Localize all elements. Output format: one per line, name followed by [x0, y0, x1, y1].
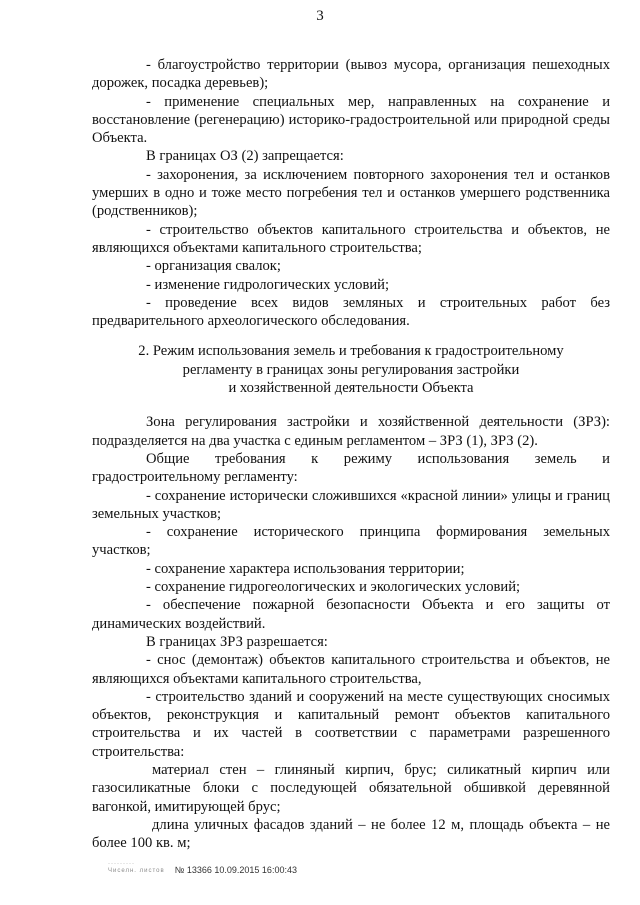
- paragraph-heading: В границах ЗРЗ разрешается:: [146, 633, 328, 650]
- registration-number: № 13366 10.09.2015 16:00:43: [174, 865, 297, 875]
- list-item: - захоронения, за исключением повторного захоронения тел и останков умерших в одно и тоже место погребения тел и останков умершего родственника (родственников);: [92, 166, 610, 220]
- list-item: - строительство объектов капитального строительства и объектов, не являющихся объектами капитального строительства;: [92, 221, 610, 256]
- paragraph: Общие требования к режиму использования земель и градостроительному регламенту:: [92, 450, 610, 486]
- list-item: - благоустройство территории (вывоз мусора, организация пешеходных дорожек, посадка деревьев);: [92, 57, 610, 92]
- list-item: - сохранение характера использования территории;: [146, 560, 465, 577]
- list-item: - сохранение исторически сложившихся «красной линии» улицы и границ земельных участков;: [92, 487, 610, 522]
- list-item: - проведение всех видов земляных и строительных работ без предварительного археологического обследования.: [92, 294, 610, 330]
- footer: [108, 861, 297, 875]
- section-heading-line: и хозяйственной деятельности Объекта: [228, 380, 474, 397]
- paragraph: длина уличных фасадов зданий – не более 12 м, площадь объекта – не более 100 кв. м;: [92, 816, 610, 852]
- list-item: - сохранение исторического принципа формирования земельных участков;: [92, 524, 610, 559]
- page-number: 3: [316, 8, 324, 24]
- list-item: - организация свалок;: [146, 258, 281, 275]
- list-item: - применение специальных мер, направленных на сохранение и восстановление (регенерацию) историко-градостроительной или природной среды Объекта.: [92, 93, 610, 147]
- list-item: - изменение гидрологических условий;: [146, 276, 390, 293]
- list-item: - сохранение гидрогеологических и экологических условий;: [146, 579, 521, 596]
- document-body: [92, 56, 610, 852]
- section-heading-line: регламенту в границах зоны регулирования застройки: [182, 361, 520, 378]
- paragraph-heading: В границах ОЗ (2) запрещается:: [146, 148, 344, 165]
- list-item: - снос (демонтаж) объектов капитального строительства и объектов, не являющихся объектами капитального строительства,: [92, 652, 610, 687]
- section-heading-line: 2. Режим использования земель и требования к градостроительному: [138, 343, 564, 360]
- paragraph: материал стен – глиняный кирпич, брус; силикатный кирпич или газосиликатные блоки с последующей обязательной обшивкой деревянной вагонкой, имитирующей брус;: [92, 761, 610, 815]
- paragraph: Зона регулирования застройки и хозяйственной деятельности (ЗРЗ): подразделяется на два участка с единым регламентом – ЗРЗ (1), ЗРЗ (2).: [92, 414, 610, 449]
- stamp-mark: ········· Чиселн. листов: [108, 861, 165, 874]
- list-item: - строительство зданий и сооружений на месте существующих сносимых объектов, реконструкция и капитальный ремонт объектов капитального строительства и их частей в соответствии с параметрами разрешенного строительства:: [92, 688, 610, 760]
- section-heading: [92, 342, 610, 397]
- list-item: - обеспечение пожарной безопасности Объекта и его защиты от динамических воздействий.: [92, 597, 610, 632]
